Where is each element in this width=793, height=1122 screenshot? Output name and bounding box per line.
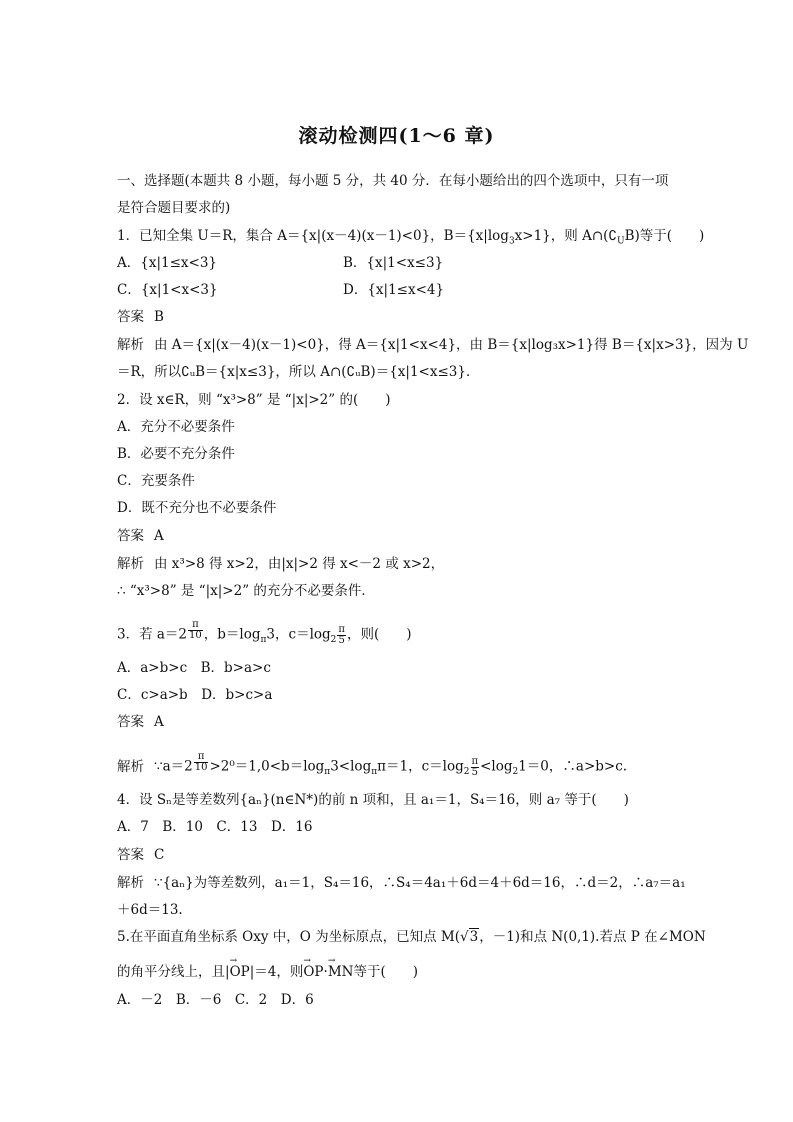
q4-analysis-line2: ＋6d＝13. [117, 902, 183, 918]
q3-options-row2: C．c>a>b D．b>c>a [117, 687, 273, 703]
q5-stem-line2: 的角平分线上，且|→ OP|＝4，则→ OP·→ MN等于( ) [117, 963, 418, 981]
q3-answer: 答案 A [117, 714, 164, 730]
q1-option-a: A．{x|1≤x<3} [117, 255, 218, 271]
q3-fraction: $\frac{\pi}{5}$ [338, 623, 345, 646]
q2-option-b: B．必要不充分条件 [117, 446, 235, 462]
q3-analysis: 解析 ∵a＝2 $^{\frac{\pi}{10}}$ $>2^0=1,0<b=\log_\pi 3<\log_\pi\pi=1$，$c=\log_2$ $\frac{\pi}{5}$ $<\log_21=0$，∴a>b>c. [117, 751, 628, 778]
page-title: 滚动检测四(1～6 章) [298, 125, 495, 147]
q1-option-d: D．{x|1≤x<4} [343, 282, 445, 298]
q2-option-a: A．充分不必要条件 [117, 419, 235, 435]
section-instructions-line1: 一、选择题(本题共 8 小题，每小题 5 分，共 40 分．在每小题给出的四个选项中，只有一项 [117, 173, 669, 189]
q1-answer: 答案 B [117, 309, 164, 325]
section-instructions-line2: 是符合题目要求的) [117, 200, 231, 216]
q2-option-d: D．既不充分也不必要条件 [117, 500, 277, 516]
q2-analysis-line1: 解析 由 x³>8 得 x>2，由|x|>2 得 x<－2 或 x>2， [117, 556, 445, 572]
q5-stem-line1: 5.在平面直角坐标系 Oxy 中，O 为坐标原点，已知点 M(√3，－1)和点 N(0,1).若点 P 在∠MON [117, 929, 706, 945]
q2-analysis-line2: ∴ “x³>8” 是 “|x|>2” 的充分不必要条件． [117, 583, 375, 599]
q4-answer: 答案 C [117, 847, 165, 863]
q1-option-c: C．{x|1<x<3} [117, 282, 218, 298]
q3-exponent-fraction: π 10 [189, 619, 202, 641]
q1-option-b: B．{x|1<x≤3} [343, 255, 444, 271]
q3-options-row1: A．a>b>c B．b>a>c [117, 660, 271, 676]
q2-option-c: C．充要条件 [117, 473, 195, 489]
q5-options: A．－2 B．－6 C．2 D．6 [117, 992, 314, 1008]
q4-options: A．7 B．10 C．13 D．16 [117, 819, 313, 835]
q1-analysis-line1: 解析 由 A＝{x|(x－4)(x－1)<0}，得 A＝{x|1<x<4}，由 B＝{x|log₃x>1}得 B＝{x|x>3}，因为 U [117, 337, 749, 353]
q2-answer: 答案 A [117, 528, 164, 544]
q3-stem: 3．若 a＝2 $^{\frac{\pi}{10}}$ ，$b=\log_\pi 3$，$c=\log_2$ $\frac{\pi}{5}$ ，则( ) [117, 619, 412, 646]
q1-stem: 1．已知全集 U＝R，集合 A＝{x|(x－4)(x－1)<0}，$B=\{x|\log_3x>1\}$，则 $A\cap(∁_UB)$等于( ) [117, 228, 705, 247]
q2-stem: 2．设 x∈R，则 “x³>8” 是 “|x|>2” 的( ) [117, 392, 391, 408]
q4-analysis-line1: 解析 ∵{aₙ}为等差数列，a₁＝1，S₄＝16，∴S₄＝4a₁＋6d＝4＋6d＝16，∴d＝2，∴a₇＝a₁ [117, 875, 686, 891]
q1-analysis-line2: ＝R，所以∁ᵤB＝{x|x≤3}，所以 A∩(∁ᵤB)＝{x|1<x≤3}． [117, 364, 480, 380]
q4-stem: 4．设 Sₙ是等差数列{aₙ}(n∈N*)的前 n 项和，且 a₁＝1，S₄＝16，则 a₇ 等于( ) [117, 792, 629, 808]
